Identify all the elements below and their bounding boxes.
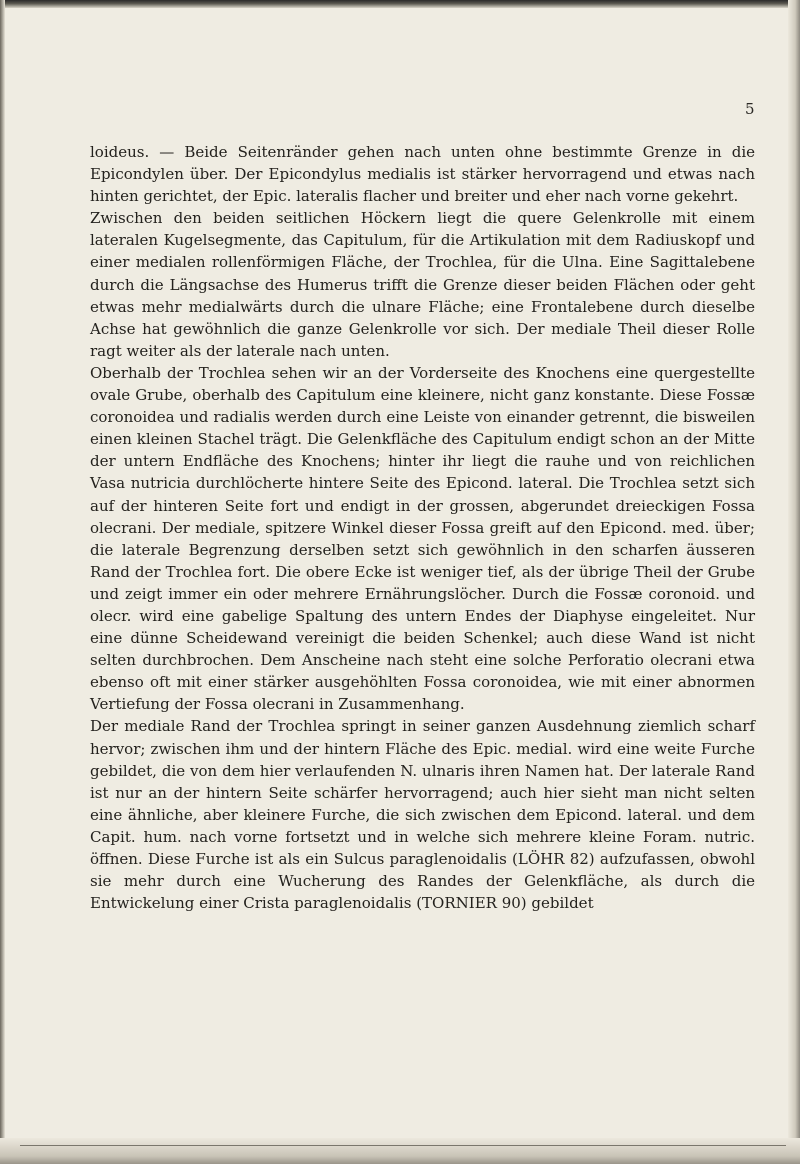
paragraph-1: loideus. — Beide Seitenränder gehen nach unten ohne bestimmte Grenze in die Epicondylen über. Der Epicondylus medialis ist stärker hervorragend und etwas nach hinten gerichtet, der Epic. lateralis flacher und breiter und eher nach vorne gekehrt.	[90, 143, 755, 206]
page-number: 5	[745, 100, 755, 118]
paragraph-4: Der mediale Rand der Trochlea springt in seiner ganzen Ausdehnung ziemlich scharf hervor; zwischen ihm und der hintern Fläche des Epic. medial. wird eine weite Furche gebildet, die von dem hier verlaufenden N. ulnaris ihren Namen hat. Der laterale Rand ist nur an der hintern Seite schärfer hervorragend; auch hier sieht man nicht selten eine ähnliche, aber kleinere Furche, die sich zwischen dem Epicond. lateral. und dem Capit. hum. nach vorne fortsetzt und in welche sich mehrere kleine Foram. nutric. öffnen. Diese Furche ist als ein Sulcus paraglenoidalis (LÖHR 82) aufzufassen, obwohl sie mehr durch eine Wucherung des Randes der Gelenkfläche, als durch die Entwickelung einer Crista paraglenoidalis (TORNIER 90) gebildet	[90, 717, 755, 913]
paragraph-3: Oberhalb der Trochlea sehen wir an der Vorderseite des Knochens eine quergestellte ovale Grube, oberhalb des Capitulum eine kleinere, nicht ganz konstante. Diese Fossæ coronoidea und radialis werden durch eine Leiste von einander getrennt, die bisweilen einen kleinen Stachel trägt. Die Gelenkfläche des Capitulum endigt schon an der Mitte der untern Endfläche des Knochens; hinter ihr liegt die rauhe und von reichlichen Vasa nutricia durchlöcherte hintere Seite des Epicond. lateral. Die Trochlea setzt sich auf der hinteren Seite fort und endigt in der grossen, abgerundet dreieckigen Fossa olecrani. Der mediale, spitzere Winkel dieser Fossa greift auf den Epicond. med. über; die laterale Begrenzung derselben setzt sich gewöhnlich in den scharfen äusseren Rand der Trochlea fort. Die obere Ecke ist weniger tief, als der übrige Theil der Grube und zeigt immer ein oder mehrere Ernährungslöcher. Durch die Fossæ coronoid. und olecr. wird eine gabelige Spaltung des untern Endes der Diaphyse eingeleitet. Nur eine dünne Scheidewand vereinigt die beiden Schenkel; auch diese Wand ist nicht selten durchbrochen. Dem Anscheine nach steht eine solche Perforatio olecrani etwa ebenso oft mit einer stärker ausgehöhlten Fossa coronoidea, wie mit einer abnormen Vertiefung der Fossa olecrani in Zusammenhang.	[90, 363, 755, 714]
body-text	[90, 141, 755, 914]
page-bottom-line	[20, 1145, 786, 1146]
paragraph-2: Zwischen den beiden seitlichen Höckern liegt die quere Gelenkrolle mit einem lateralen Kugelsegmente, das Capitulum, für die Artikulation mit dem Radiuskopf und einer medialen rollenförmigen Fläche, der Trochlea, für die Ulna. Eine Sagittalebene durch die Längsachse des Humerus trifft die Grenze dieser beiden Flächen oder geht etwas mehr medialwärts durch die ulnare Fläche; eine Frontalebene durch dieselbe Achse hat gewöhnlich die ganze Gelenkrolle vor sich. Der mediale Theil dieser Rolle ragt weiter als der laterale nach unten.	[90, 209, 755, 360]
page-right-edge	[788, 0, 800, 1164]
page-bottom-edge	[0, 1138, 800, 1164]
page-left-edge	[0, 0, 5, 1164]
page-top-edge	[0, 0, 800, 8]
